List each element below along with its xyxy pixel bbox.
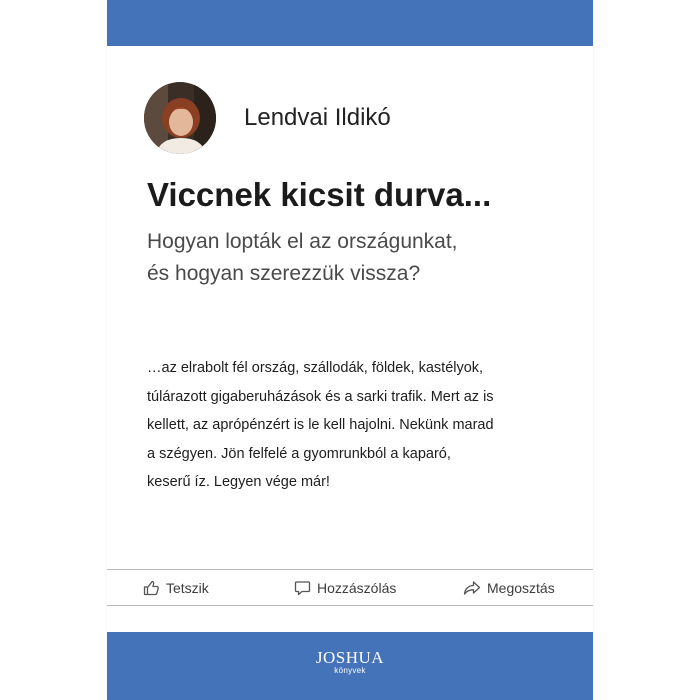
share-label: Megosztás (487, 580, 555, 596)
comment-icon (294, 580, 311, 596)
like-label: Tetszik (166, 580, 209, 596)
book-cover (107, 0, 593, 700)
book-subtitle (147, 226, 458, 290)
share-icon (463, 580, 481, 596)
excerpt-line: túlárazott gigaberuházások és a sarki trafik. Mert az is (147, 388, 494, 405)
excerpt-line: keserű íz. Legyen vége már! (147, 474, 330, 490)
excerpt-line: kellett, az aprópénzért is le kell hajolni. Nekünk marad (147, 417, 494, 433)
top-band (107, 0, 593, 46)
author-name: Lendvai Ildikó (244, 104, 391, 131)
publisher-name: JOSHUA (315, 648, 385, 667)
divider (107, 569, 593, 570)
publisher-sub: könyvek (334, 666, 366, 675)
author-portrait-icon (144, 82, 216, 154)
subtitle-line: és hogyan szerezzük vissza? (147, 262, 421, 285)
subtitle-line: Hogyan lopták el az országunkat, (147, 230, 458, 253)
comment-label: Hozzászólás (317, 580, 397, 596)
author-avatar (144, 82, 216, 154)
excerpt (147, 354, 567, 497)
thumbs-up-icon (143, 580, 160, 596)
comment-button[interactable] (294, 578, 396, 598)
like-button[interactable] (143, 578, 209, 598)
publisher-logo (107, 648, 593, 675)
divider (107, 605, 593, 606)
share-button[interactable] (463, 578, 555, 598)
book-title: Viccnek kicsit durva... (147, 176, 492, 213)
excerpt-line: a szégyen. Jön felfelé a gyomrunkból a kaparó, (147, 445, 451, 462)
excerpt-line: …az elrabolt fél ország, szállodák, földek, kastélyok, (147, 360, 484, 376)
